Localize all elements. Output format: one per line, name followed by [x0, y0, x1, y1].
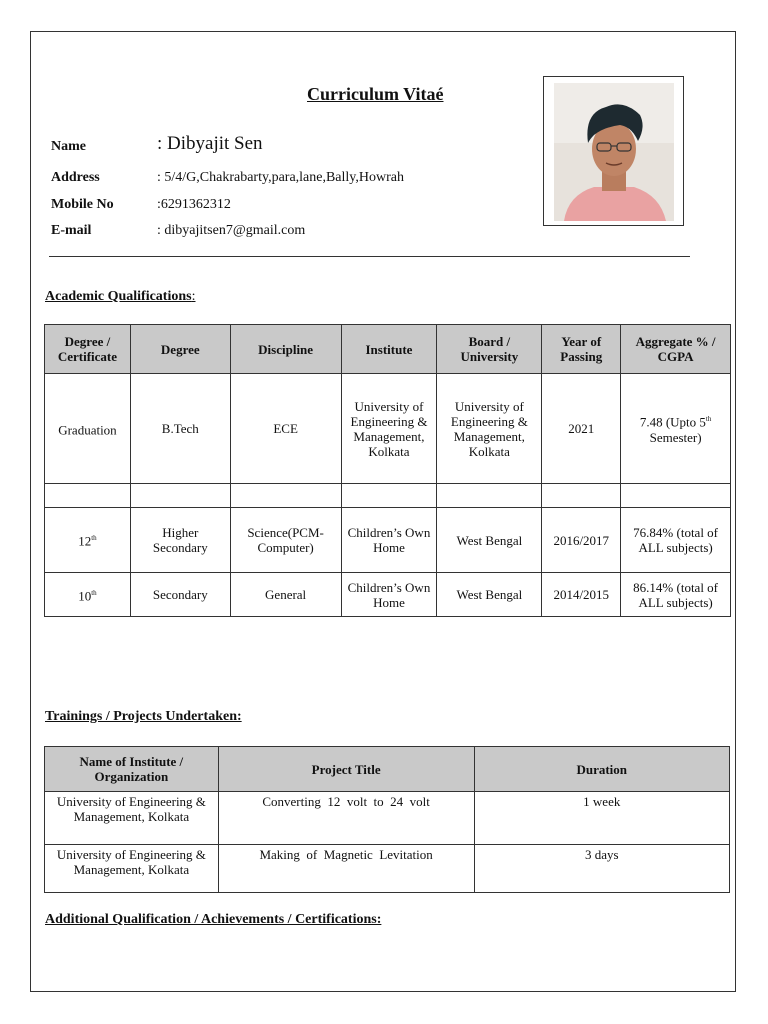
- cell-discipline: ECE: [230, 374, 341, 484]
- cell-degree: Secondary: [130, 573, 230, 617]
- trainings-heading: Trainings / Projects Undertaken:: [45, 709, 242, 724]
- header-divider: [49, 256, 690, 257]
- table-row: [45, 573, 731, 617]
- cell-degree: B.Tech: [130, 374, 230, 484]
- email-value: : dibyajitsen7@gmail.com: [157, 223, 306, 238]
- cell-board: West Bengal: [437, 573, 542, 617]
- column-header: Degree: [130, 325, 230, 374]
- cell-board: West Bengal: [437, 508, 542, 573]
- cell-degree: Higher Secondary: [130, 508, 230, 573]
- academic-heading: Academic Qualifications:: [45, 289, 196, 304]
- cell-aggregate: 76.84% (total of ALL subjects): [621, 508, 731, 573]
- additional-heading: Additional Qualification / Achievements / Certifications:: [45, 912, 382, 927]
- column-header: Institute: [341, 325, 437, 374]
- cell-project-title: Converting 12 volt to 24 volt: [218, 792, 474, 845]
- address-label: Address: [51, 170, 100, 185]
- column-header: Year of Passing: [542, 325, 621, 374]
- cell-project-title: Making of Magnetic Levitation: [218, 845, 474, 893]
- cell-certificate: Graduation: [45, 374, 131, 484]
- table-row: [45, 792, 730, 845]
- cell-duration: 3 days: [474, 845, 729, 893]
- table-header-row: [45, 747, 730, 792]
- mobile-label: Mobile No: [51, 197, 114, 212]
- column-header: Aggregate % / CGPA: [621, 325, 731, 374]
- table-row: [45, 508, 731, 573]
- column-header: Name of Institute / Organization: [45, 747, 219, 792]
- cell-duration: 1 week: [474, 792, 729, 845]
- cell-institute: Children’s Own Home: [341, 573, 437, 617]
- name-label: Name: [51, 139, 86, 154]
- profile-photo-frame: [543, 76, 684, 226]
- cell-certificate: 10th: [45, 573, 131, 617]
- cell-discipline: General: [230, 573, 341, 617]
- profile-photo: [554, 83, 674, 221]
- trainings-table: [44, 746, 730, 893]
- table-row-empty: [45, 484, 731, 508]
- address-value: : 5/4/G,Chakrabarty,para,lane,Bally,Howrah: [157, 170, 404, 185]
- column-header: Project Title: [218, 747, 474, 792]
- column-header: Discipline: [230, 325, 341, 374]
- cell-institute: University of Engineering & Management, Kolkata: [341, 374, 437, 484]
- page-title: Curriculum Vitaé: [307, 84, 444, 104]
- table-row: [45, 845, 730, 893]
- cell-year: 2014/2015: [542, 573, 621, 617]
- column-header: Degree / Certificate: [45, 325, 131, 374]
- email-label: E-mail: [51, 223, 92, 238]
- cell-organization: University of Engineering & Management, Kolkata: [45, 792, 219, 845]
- academic-table: [44, 324, 731, 617]
- cell-certificate: 12th: [45, 508, 131, 573]
- name-value: : Dibyajit Sen: [157, 133, 263, 154]
- column-header: Board / University: [437, 325, 542, 374]
- cell-board: University of Engineering & Management, Kolkata: [437, 374, 542, 484]
- cell-discipline: Science(PCM-Computer): [230, 508, 341, 573]
- cell-aggregate: 7.48 (Upto 5th Semester): [621, 374, 731, 484]
- cell-aggregate: 86.14% (total of ALL subjects): [621, 573, 731, 617]
- table-header-row: [45, 325, 731, 374]
- table-row: [45, 374, 731, 484]
- mobile-value: :6291362312: [157, 197, 231, 212]
- cell-organization: University of Engineering & Management, Kolkata: [45, 845, 219, 893]
- column-header: Duration: [474, 747, 729, 792]
- cell-institute: Children’s Own Home: [341, 508, 437, 573]
- cell-year: 2021: [542, 374, 621, 484]
- cell-year: 2016/2017: [542, 508, 621, 573]
